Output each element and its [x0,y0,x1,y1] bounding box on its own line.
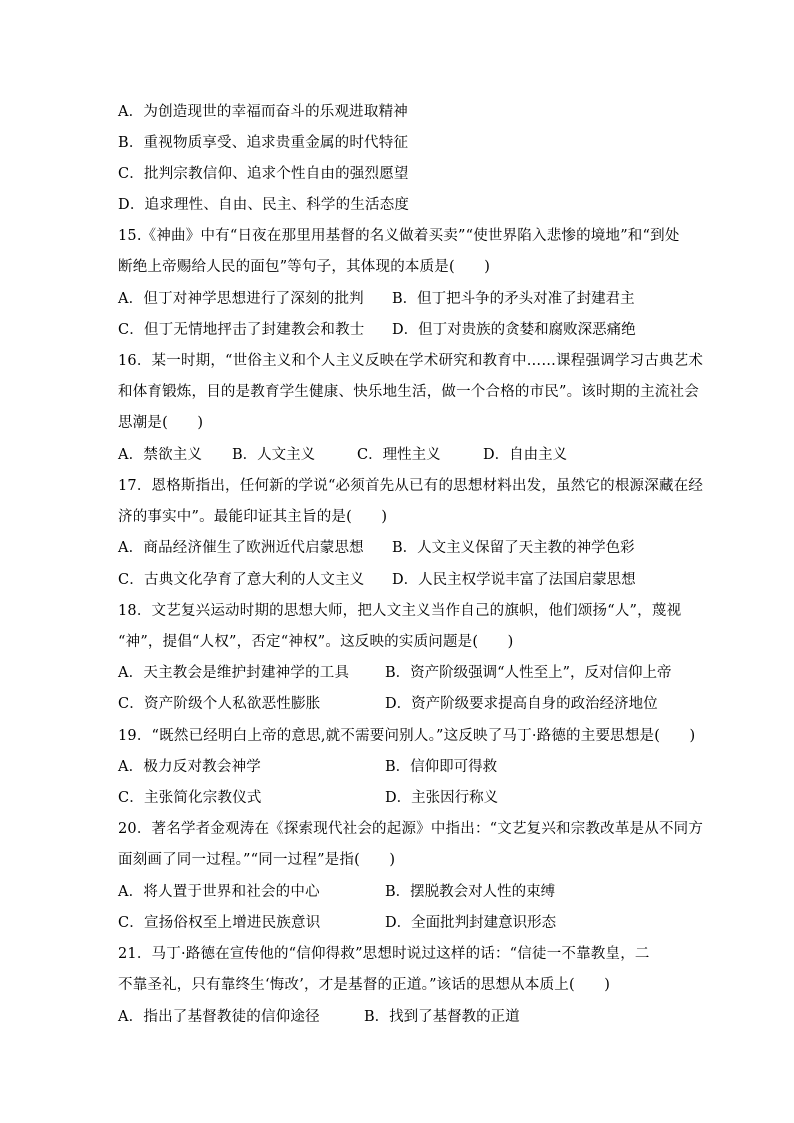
q21-option-b: B．找到了基督教的正道 [364,1009,520,1025]
q21-stem-line2: 不靠圣礼，只有靠终生‘悔改’，才是基督的正道。”该话的思想从本质上( ) [118,977,611,993]
option-c: C．批判宗教信仰、追求个性自由的强烈愿望 [118,166,409,182]
q18-stem-line2: “神”，提倡“人权”，否定“神权”。这反映的实质问题是( ) [118,634,514,650]
q18-option-a: A．天主教会是维护封建神学的工具 [118,665,350,681]
q17-option-c: C．古典文化孕育了意大利的人文主义 [118,572,365,588]
q16-stem-line2: 和体育锻炼，目的是教育学生健康、快乐地生活，做一个合格的市民”。该时期的主流社会 [118,384,699,400]
q21-stem-line1: 21．马丁·路德在宣传他的“信仰得救”思想时说过这样的话：“信徒一不靠教皇，二 [118,946,650,962]
q16-option-c: C．理性主义 [357,447,441,463]
q19-option-a: A．极力反对教会神学 [118,759,261,775]
q20-option-a: A．将人置于世界和社会的中心 [118,884,320,900]
option-d: D．追求理性、自由、民主、科学的生活态度 [118,197,410,213]
q20-option-c: C．宣扬俗权至上增进民族意识 [118,915,321,931]
q20-stem-line1: 20．著名学者金观涛在《探索现代社会的起源》中指出：“文艺复兴和宗教改革是从不同方 [118,821,704,837]
q20-option-b: B．摆脱教会对人性的束缚 [385,884,556,900]
q15-option-d: D．但丁对贵族的贪婪和腐败深恶痛绝 [392,322,636,338]
q19-option-c: C．主张简化宗教仪式 [118,790,262,806]
q15-stem-line2: 断绝上帝赐给人民的面包”等句子，其体现的本质是( ) [118,259,491,275]
q19-option-d: D．主张因行称义 [385,790,499,806]
option-b: B．重视物质享受、追求贵重金属的时代特征 [118,135,409,151]
q17-stem-line2: 济的事实中”。最能印证其主旨的是( ) [118,509,388,525]
q18-option-c: C．资产阶级个人私欲恶性膨胀 [118,696,321,712]
q20-option-d: D．全面批判封建意识形态 [385,915,557,931]
q17-option-b: B．人文主义保留了天主教的神学色彩 [392,540,635,556]
q16-option-a: A．禁欲主义 [118,447,203,463]
q15-option-a: A．但丁对神学思想进行了深刻的批判 [118,291,364,307]
q17-stem-line1: 17．恩格斯指出，任何新的学说“必须首先从已有的思想材料出发，虽然它的根源深藏在经 [118,478,704,494]
q15-option-c: C．但丁无情地抨击了封建教会和教士 [118,322,365,338]
q15-option-b: B．但丁把斗争的矛头对准了封建君主 [392,291,635,307]
q16-option-b: B．人文主义 [232,447,316,463]
q15-stem-line1: 15.《神曲》中有“日夜在那里用基督的名义做着买卖”“使世界陷入悲惨的境地”和“到处 [118,228,680,244]
q16-stem-line1: 16．某一时期，“世俗主义和个人主义反映在学术研究和教育中……课程强调学习古典艺术 [118,353,704,369]
q17-option-a: A．商品经济催生了欧洲近代启蒙思想 [118,540,364,556]
q18-option-b: B．资产阶级强调“人性至上”，反对信仰上帝 [385,665,672,681]
q18-stem-line1: 18．文艺复兴运动时期的思想大师，把人文主义当作自己的旗帜，他们颂扬“人”，蔑视 [118,603,682,619]
q16-stem-line3: 思潮是( ) [118,415,204,431]
q19-stem: 19．“既然已经明白上帝的意思,就不需要问别人。”这反映了马丁·路德的主要思想是( ) [118,728,696,744]
q19-option-b: B．信仰即可得救 [385,759,498,775]
q20-stem-line2: 面刻画了同一过程。”“同一过程”是指( ) [118,852,396,868]
q17-option-d: D．人民主权学说丰富了法国启蒙思想 [392,572,636,588]
q18-option-d: D．资产阶级要求提高自身的政治经济地位 [385,696,658,712]
option-a: A．为创造现世的幸福而奋斗的乐观进取精神 [118,104,408,120]
q21-option-a: A．指出了基督教徒的信仰途径 [118,1009,320,1025]
q16-option-d: D．自由主义 [483,447,568,463]
